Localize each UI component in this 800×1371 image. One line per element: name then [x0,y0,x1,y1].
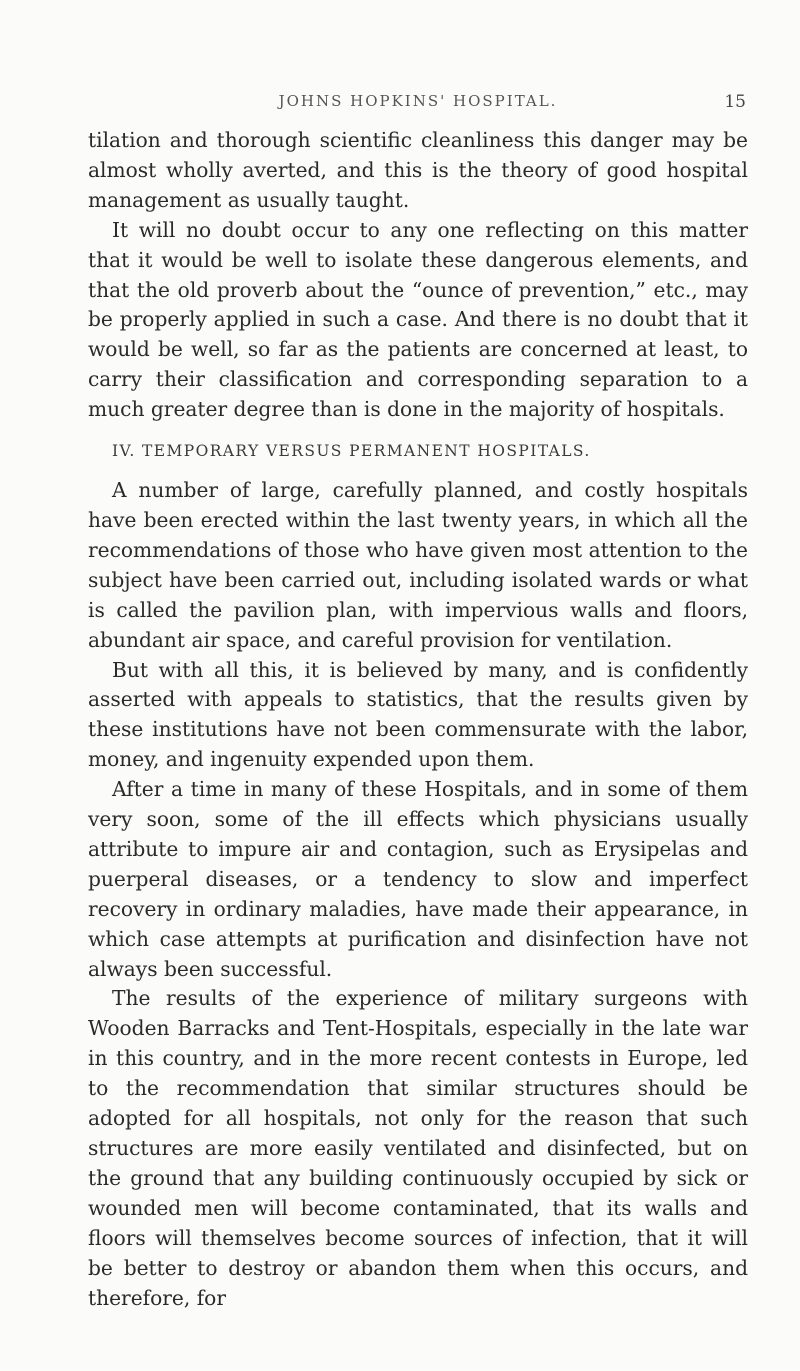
paragraph: A number of large, carefully planned, and costly hospitals have been erected within the last twenty years, in which all the recommendations of those who have given most attention to the subject have been carried out, including isolated wards or what is called the pavilion plan, with impervious walls and floors, abundant air space, and careful provision for ventilation. [88,478,748,652]
section-heading: IV. TEMPORARY VERSUS PERMANENT HOSPITALS. [112,442,591,461]
paragraph: tilation and thorough scientific cleanliness this danger may be almost wholly averted, and this is the theory of good hospital management as usually taught. [88,128,748,212]
page-number: 15 [724,92,746,112]
paragraph: After a time in many of these Hospitals, and in some of them very soon, some of the ill effects which physicians usually attribute to impure air and contagion, such as Erysipelas and puerperal diseases, or a tendency to slow and imperfect recovery in ordinary maladies, have made their appearance, in which case attempts at purification and disinfection have not always been successful. [88,777,748,981]
running-head [88,92,748,114]
paragraph: The results of the experience of military surgeons with Wooden Barracks and Tent-Hospitals, especially in the late war in this country, and in the more recent contests in Europe, led to the recommendation that similar structures should be adopted for all hospitals, not only for the reason that such structures are more easily ventilated and disinfected, but on the ground that any building continuously occupied by sick or wounded men will become contaminated, that its walls and floors will themselves become sources of infection, that it will be better to destroy or abandon them when this occurs, and therefore, for [88,986,748,1310]
paragraph: It will no doubt occur to any one reflecting on this matter that it would be well to isolate these dangerous elements, and that the old proverb about the “ounce of prevention,” etc., may be properly applied in such a case. And there is no doubt that it would be well, so far as the patients are concerned at least, to carry their classification and corresponding separation to a much greater degree than is done in the majority of hospitals. [88,217,748,422]
running-title: JOHNS HOPKINS' HOSPITAL. [278,92,558,110]
book-page [88,92,748,1313]
body-text [88,126,748,1313]
paragraph: But with all this, it is believed by many, and is confidently asserted with appeals to statistics, that the results given by these institutions have not been commensurate with the labor, money, and ingenuity expended upon them. [88,657,748,772]
